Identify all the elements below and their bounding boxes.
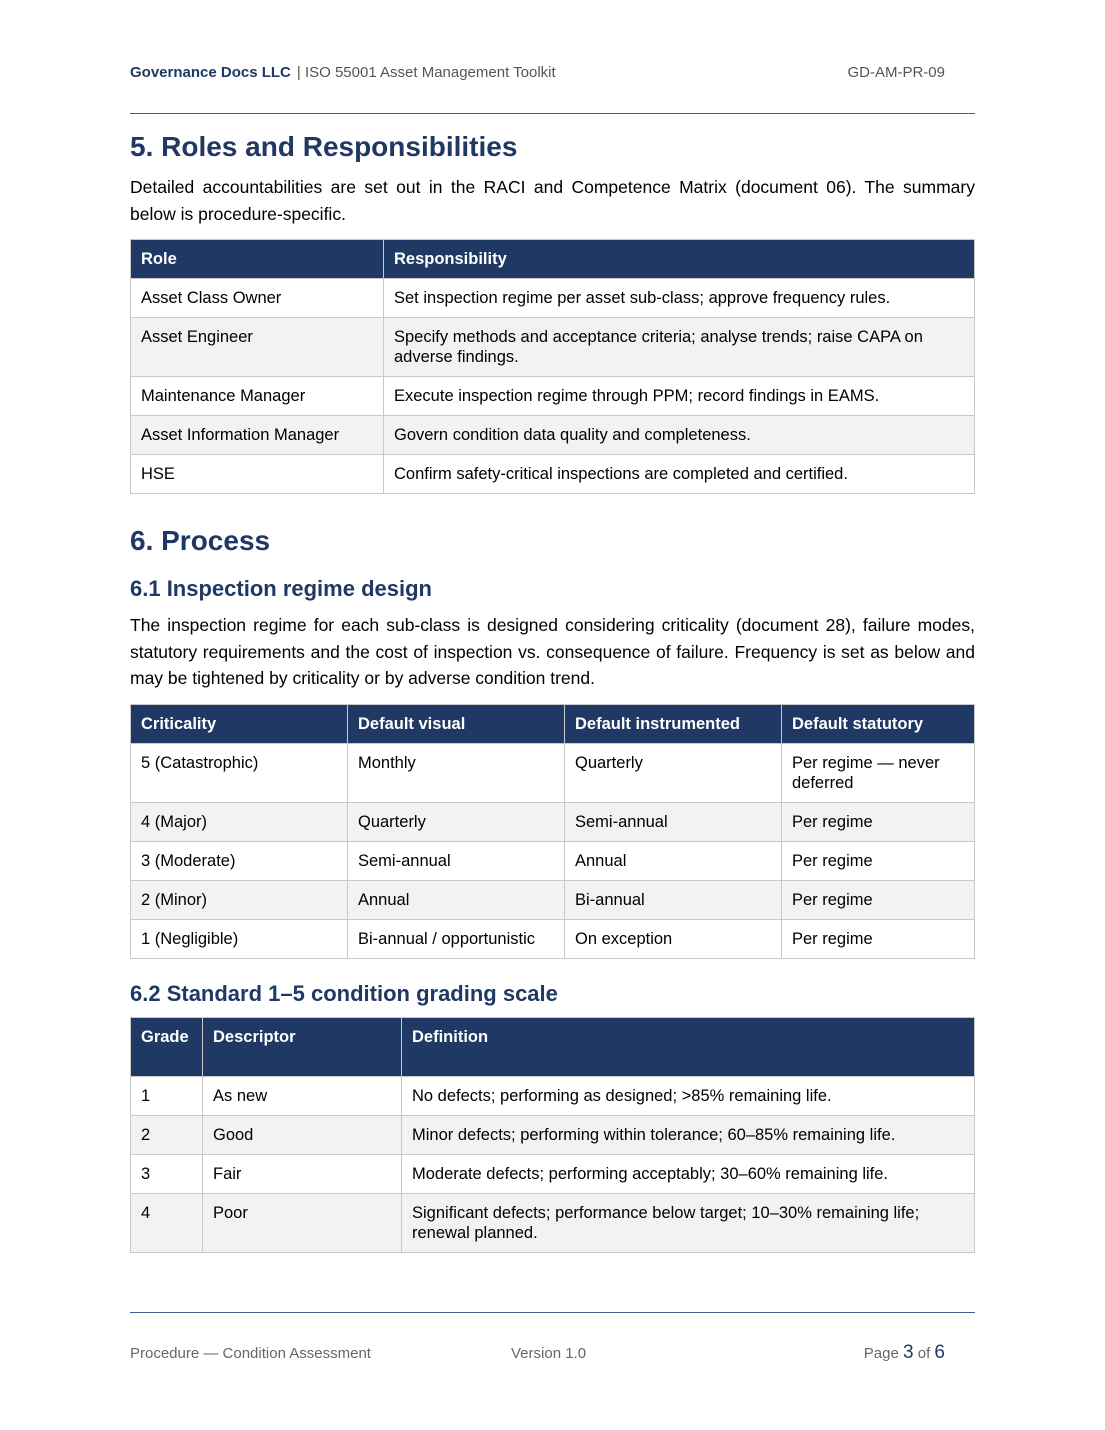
header-subtitle: | ISO 55001 Asset Management Toolkit xyxy=(296,64,556,81)
role-cell: HSE xyxy=(131,455,384,494)
table-cell: 1 (Negligible) xyxy=(131,919,348,958)
definition-cell: Significant defects; performance below target; 10–30% remaining life; renewal planned. xyxy=(402,1193,975,1252)
table-cell: 3 (Moderate) xyxy=(131,841,348,880)
table-row xyxy=(131,377,975,416)
footer-version: Version 1.0 xyxy=(511,1345,587,1362)
table-cell: Semi-annual xyxy=(348,841,565,880)
table-cell: 4 (Major) xyxy=(131,802,348,841)
role-cell: Asset Engineer xyxy=(131,318,384,377)
table-row xyxy=(131,1154,975,1193)
page-header xyxy=(130,64,945,81)
table-cell: Quarterly xyxy=(348,802,565,841)
footer-rule xyxy=(130,1312,975,1313)
table-row xyxy=(131,455,975,494)
role-cell: Maintenance Manager xyxy=(131,377,384,416)
grade-cell: 2 xyxy=(131,1115,203,1154)
column-header: Default statutory xyxy=(782,704,975,743)
section-6-1-title: 6.1 Inspection regime design xyxy=(130,576,432,601)
table-cell: Bi-annual xyxy=(565,880,782,919)
column-header: Grade xyxy=(131,1017,203,1076)
table-row xyxy=(131,743,975,802)
grade-cell: 1 xyxy=(131,1076,203,1115)
table-cell: Per regime xyxy=(782,841,975,880)
current-page: 3 xyxy=(902,1342,914,1363)
table-row xyxy=(131,802,975,841)
table-cell: Annual xyxy=(348,880,565,919)
column-header: Default visual xyxy=(348,704,565,743)
descriptor-cell: Poor xyxy=(203,1193,402,1252)
responsibility-cell: Confirm safety-critical inspections are completed and certified. xyxy=(384,455,975,494)
header-brand: Governance Docs LLC xyxy=(130,64,291,81)
header-rule xyxy=(130,113,975,114)
table-row xyxy=(131,279,975,318)
responsibility-cell: Govern condition data quality and completeness. xyxy=(384,416,975,455)
responsibility-cell: Specify methods and acceptance criteria; analyse trends; raise CAPA on adverse findings. xyxy=(384,318,975,377)
table-cell: 2 (Minor) xyxy=(131,880,348,919)
table-row xyxy=(131,416,975,455)
inspection-frequency-table xyxy=(130,704,975,959)
column-header: Default instrumented xyxy=(565,704,782,743)
table-header-row xyxy=(131,1017,975,1076)
roles-table xyxy=(130,239,975,494)
descriptor-cell: As new xyxy=(203,1076,402,1115)
table-row xyxy=(131,1076,975,1115)
table-row xyxy=(131,919,975,958)
page-footer xyxy=(130,1342,945,1363)
table-row xyxy=(131,318,975,377)
definition-cell: Minor defects; performing within tolerance; 60–85% remaining life. xyxy=(402,1115,975,1154)
total-pages: 6 xyxy=(934,1342,945,1363)
condition-grading-table xyxy=(130,1017,975,1253)
page-content xyxy=(130,128,975,1253)
table-cell: Per regime xyxy=(782,802,975,841)
table-row xyxy=(131,1115,975,1154)
column-header: Role xyxy=(131,240,384,279)
role-cell: Asset Information Manager xyxy=(131,416,384,455)
table-cell: Per regime xyxy=(782,880,975,919)
column-header: Definition xyxy=(402,1017,975,1076)
table-header-row xyxy=(131,240,975,279)
section-6-title: 6. Process xyxy=(130,525,271,556)
header-doc-id: GD-AM-PR-09 xyxy=(847,64,945,81)
column-header: Descriptor xyxy=(203,1017,402,1076)
definition-cell: Moderate defects; performing acceptably; 30–60% remaining life. xyxy=(402,1154,975,1193)
footer-title: Procedure — Condition Assessment xyxy=(130,1345,371,1362)
section-5-intro: Detailed accountabilities are set out in the RACI and Competence Matrix (document 06). The summary below is procedure-specific. xyxy=(130,177,975,224)
table-row xyxy=(131,841,975,880)
page-number xyxy=(864,1342,945,1364)
table-row xyxy=(131,880,975,919)
section-6-1-intro: The inspection regime for each sub-class is designed considering criticality (document 28), failure modes, statutory requirements and the cost of inspection vs. consequence of failure. Frequency is set as below and may be tightened by criticality or by adverse condition trend. xyxy=(130,615,975,688)
table-cell: Per regime — never deferred xyxy=(782,743,975,802)
table-cell: Bi-annual / opportunistic xyxy=(348,919,565,958)
table-cell: Per regime xyxy=(782,919,975,958)
role-cell: Asset Class Owner xyxy=(131,279,384,318)
table-cell: Annual xyxy=(565,841,782,880)
grade-cell: 3 xyxy=(131,1154,203,1193)
column-header: Criticality xyxy=(131,704,348,743)
table-cell: Quarterly xyxy=(565,743,782,802)
table-cell: Semi-annual xyxy=(565,802,782,841)
table-row xyxy=(131,1193,975,1252)
descriptor-cell: Good xyxy=(203,1115,402,1154)
responsibility-cell: Set inspection regime per asset sub-class; approve frequency rules. xyxy=(384,279,975,318)
table-cell: Monthly xyxy=(348,743,565,802)
table-cell: 5 (Catastrophic) xyxy=(131,743,348,802)
of-label: of xyxy=(917,1345,931,1362)
table-header-row xyxy=(131,704,975,743)
definition-cell: No defects; performing as designed; >85% remaining life. xyxy=(402,1076,975,1115)
grade-cell: 4 xyxy=(131,1193,203,1252)
column-header: Responsibility xyxy=(384,240,975,279)
descriptor-cell: Fair xyxy=(203,1154,402,1193)
section-6-2-title: 6.2 Standard 1–5 condition grading scale xyxy=(130,980,558,1006)
section-5-title: 5. Roles and Responsibilities xyxy=(130,131,518,162)
page-label: Page xyxy=(863,1345,899,1362)
responsibility-cell: Execute inspection regime through PPM; record findings in EAMS. xyxy=(384,377,975,416)
table-cell: On exception xyxy=(565,919,782,958)
